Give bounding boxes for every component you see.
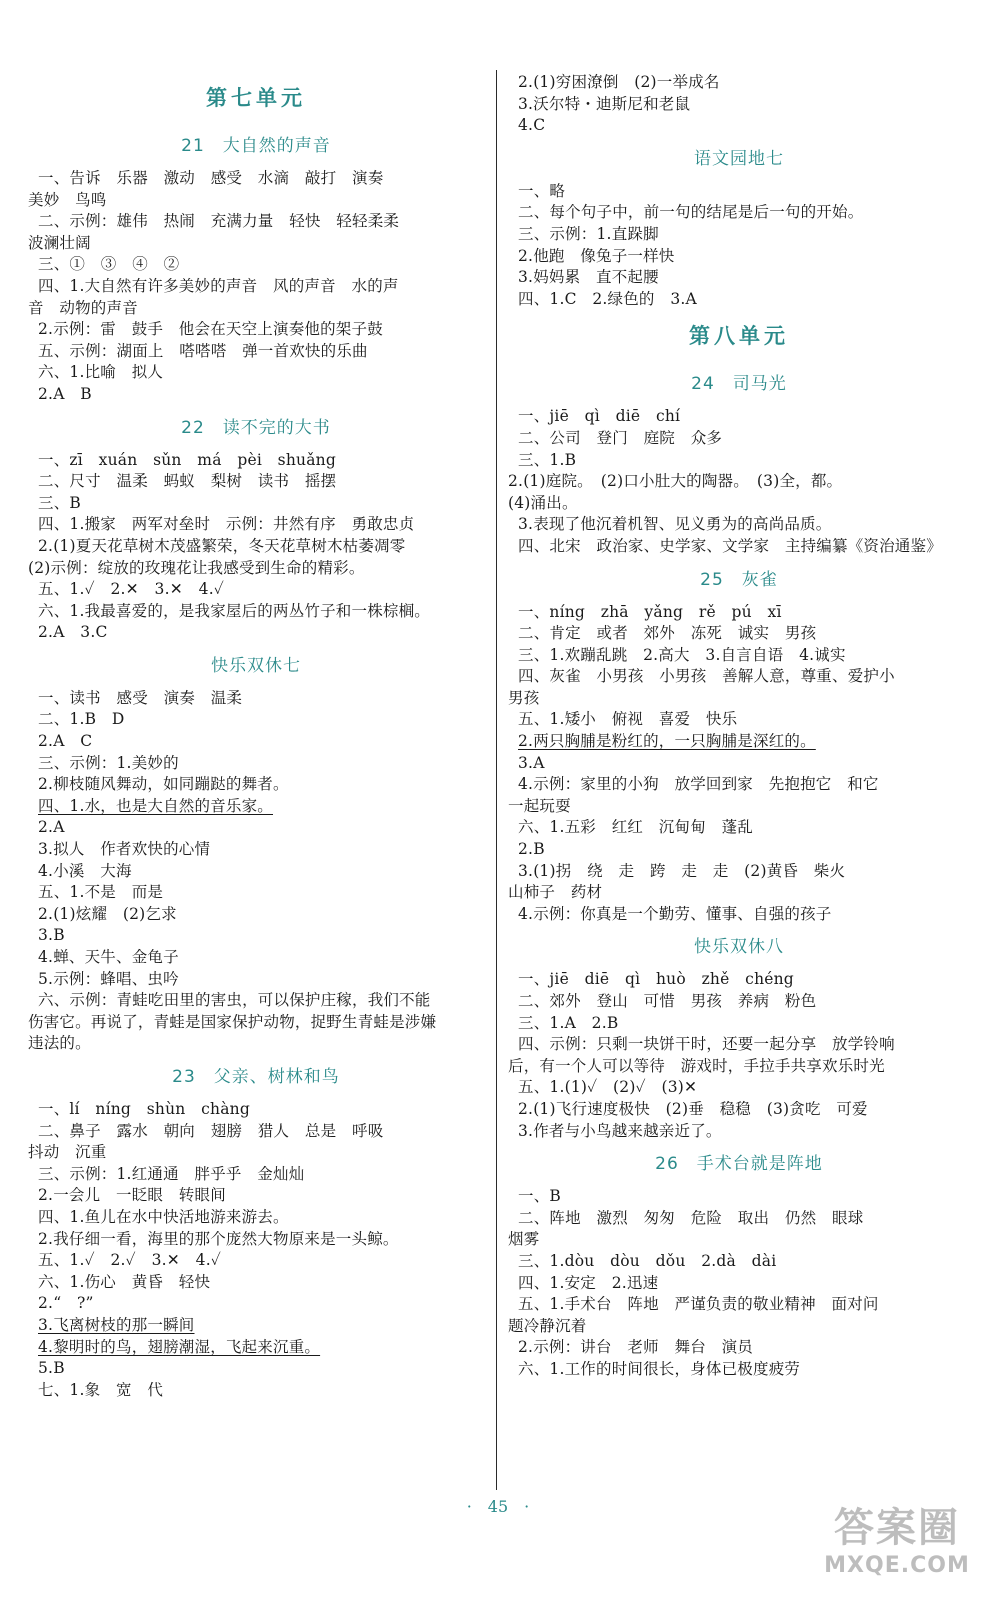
answer-line: 五、1.(1)✓ (2)✓ (3)✕ (518, 1078, 698, 1097)
answer-line: 2.(1)夏天花草树木茂盛繁荣，冬天花草树木枯萎凋零 (38, 536, 406, 555)
continued-answers (508, 72, 970, 137)
answer-line: 4.示例：家里的小狗 放学回到家 先抱抱它 和它 (518, 775, 879, 794)
answer-line: 4.C (518, 116, 546, 135)
answer-line: 一、告诉 乐器 激动 感受 水滴 敲打 演奏 (38, 169, 384, 187)
answer-line: 4.黎明时的鸟，翅膀潮湿，飞起来沉重。 (38, 1337, 321, 1356)
chinese-garden-7-answers (508, 181, 970, 311)
lesson-22-title: 22 读不完的大书 (181, 417, 331, 438)
column-divider (496, 70, 497, 1490)
answer-line: 六、示例：青蛙吃田里的害虫，可以保护庄稼，我们不能 (38, 991, 431, 1010)
answer-line: 二、1.B D (38, 710, 125, 729)
answer-line: 5.示例：蜂唱、虫吟 (38, 969, 179, 988)
answer-line: 伤害它。再说了，青蛙是国家保护动物，捉野生青蛙是涉嫌 (28, 1012, 437, 1031)
answer-line: 2.(1)飞行速度极快 (2)垂 稳稳 (3)贪吃 可爱 (518, 1099, 868, 1118)
unit-title-8: 第八单元 (689, 323, 789, 349)
answer-line: 3.拟人 作者欢快的心情 (38, 840, 211, 859)
answer-line: 3.B (38, 926, 65, 945)
answer-line: 2.示例：讲台 老师 舞台 演员 (518, 1338, 753, 1357)
answer-line: 四、1.大自然有许多美妙的声音 风的声音 水的声 (38, 276, 399, 295)
answer-line: 五、1.不是 而是 (38, 883, 164, 902)
answer-line: 一、jiē diē qì huò zhě chéng (518, 970, 794, 989)
unit-title-7: 第七单元 (206, 85, 306, 110)
answer-line: 二、郊外 登山 可惜 男孩 养病 粉色 (518, 992, 817, 1010)
happy-weekend-8-title: 快乐双休八 (694, 937, 784, 958)
answer-line: (4)涌出。 (508, 493, 578, 512)
answer-line: 5.B (38, 1359, 65, 1378)
answer-line: 3.作者与小鸟越来越亲近了。 (518, 1121, 722, 1140)
site-watermark (812, 1504, 982, 1594)
answer-line: 四、示例：只剩一块饼干时，还要一起分享 放学铃响 (518, 1035, 895, 1054)
answer-line: 二、鼻子 露水 朝向 翅膀 猎人 总是 呼吸 (38, 1121, 384, 1140)
answer-line: 3.A (518, 753, 545, 772)
answer-line: 3.沃尔特・迪斯尼和老鼠 (518, 94, 691, 113)
answer-line: 一、略 (518, 181, 566, 200)
lesson-21-answers (28, 168, 484, 406)
answer-line: 4.小溪 大海 (38, 861, 132, 880)
answer-line: 2.两只胸脯是粉红的，一只胸脯是深红的。 (518, 732, 816, 751)
answer-line: 2.A C (38, 732, 93, 751)
lesson-25-title: 25 灰雀 (700, 569, 778, 590)
answer-line: 四、北宋 政治家、史学家、文学家 主持编纂《资治通鉴》 (518, 536, 942, 555)
answer-line: 六、1.比喻 拟人 (38, 363, 164, 382)
answer-line: 2.我仔细一看，海里的那个庞然大物原来是一头鲸。 (38, 1229, 399, 1248)
watermark-url: MXQE.COM (824, 1553, 970, 1578)
answer-line: 2.(1)庭院。 (2)口小肚大的陶器。 (3)全，都。 (508, 472, 843, 491)
answer-line: 一、lí níng shùn chàng (38, 1099, 250, 1118)
answer-line: 四、1.水，也是大自然的音乐家。 (38, 796, 273, 815)
answer-line: 三、① ③ ④ ② (38, 255, 180, 274)
answer-line: 烟雾 (508, 1230, 540, 1249)
answer-line: 三、示例：1.美妙的 (38, 753, 179, 772)
answer-line: 3.(1)拐 绕 走 跨 走 走 (2)黄昏 柴火 (518, 861, 846, 880)
answer-line: 2.柳枝随风舞动，如同蹦跶的舞者。 (38, 775, 289, 794)
lesson-23-title: 23 父亲、树林和鸟 (172, 1066, 340, 1087)
lesson-26-answers (508, 1186, 970, 1380)
answer-line: 三、1.A 2.B (518, 1013, 619, 1032)
answer-line: (2)示例：绽放的玫瑰花让我感受到生命的精彩。 (28, 558, 365, 577)
answer-line: 五、示例：湖面上 嗒嗒嗒 弹一首欢快的乐曲 (38, 341, 368, 360)
answer-line: 美妙 鸟鸣 (28, 190, 107, 209)
answer-line: 二、阵地 激烈 匆匆 危险 取出 仍然 眼球 (518, 1208, 864, 1227)
answer-line: 六、1.五彩 红红 沉甸甸 蓬乱 (518, 818, 753, 837)
answer-line: 2.(1)炫耀 (2)乞求 (38, 904, 177, 923)
answer-line: 一、B (518, 1187, 561, 1206)
lesson-24-answers (508, 406, 970, 557)
answer-line: 三、1.欢蹦乱跳 2.高大 3.自言自语 4.诚实 (518, 645, 846, 664)
answer-line: 2.他跑 像兔子一样快 (518, 246, 675, 265)
answer-line: 三、1.B (518, 450, 577, 469)
answer-line: 六、1.伤心 黄昏 轻快 (38, 1272, 211, 1291)
answer-line: 五、1.✓ 2.✓ 3.✕ 4.✓ (38, 1251, 222, 1270)
page-number: · 45 · (466, 1497, 530, 1516)
answer-line: 4.示例：你真是一个勤劳、懂事、自强的孩子 (518, 904, 832, 923)
answer-line: 2.B (518, 840, 545, 859)
answer-line: 二、公司 登门 庭院 众多 (518, 428, 723, 447)
answer-line: 波澜壮阔 (28, 233, 91, 252)
happy-weekend-7-answers (28, 688, 484, 1055)
answer-line: 二、示例：雄伟 热闹 充满力量 轻快 轻轻柔柔 (38, 212, 400, 231)
answer-line: 四、1.鱼儿在水中快活地游来游去。 (38, 1207, 289, 1226)
answer-line: 音 动物的声音 (28, 298, 138, 317)
answer-line: 四、1.安定 2.迅速 (518, 1273, 659, 1292)
answer-line: 四、1.搬家 两军对垒时 示例：井然有序 勇敢忠贞 (38, 515, 415, 534)
answer-line: 一、jiē qì diē chí (518, 407, 681, 426)
answer-line: 六、1.工作的时间很长，身体已极度疲劳 (518, 1359, 801, 1378)
answer-line: 三、1.dòu dòu dǒu 2.dà dài (518, 1251, 777, 1270)
answer-line: 抖动 沉重 (28, 1143, 107, 1162)
answer-line: 2.“ ?” (38, 1294, 94, 1313)
answer-line: 三、B (38, 493, 81, 512)
answer-line: 2.A 3.C (38, 623, 108, 642)
answer-line: 四、灰雀 小男孩 小男孩 善解人意，尊重、爱护小 (518, 667, 895, 686)
answer-line: 三、示例：1.直跺脚 (518, 224, 659, 243)
answer-line: 五、1.✓ 2.✕ 3.✕ 4.✓ (38, 580, 225, 599)
answer-line: 4.蝉、天牛、金龟子 (38, 948, 179, 966)
answer-line: 一、níng zhā yǎng rě pú xī (518, 602, 782, 621)
answer-line: 3.飞离树枝的那一瞬间 (38, 1315, 195, 1334)
lesson-22-answers (28, 450, 484, 644)
lesson-23-answers (28, 1099, 484, 1401)
answer-line: 二、尺寸 温柔 蚂蚁 梨树 读书 摇摆 (38, 472, 337, 491)
answer-line: 3.表现了他沉着机智、见义勇为的高尚品质。 (518, 515, 832, 534)
answer-line: 一起玩耍 (508, 796, 571, 815)
answer-line: 后，有一个人可以等待 游戏时，手拉手共享欢乐时光 (508, 1056, 885, 1075)
left-column (28, 72, 484, 1401)
answer-line: 一、读书 感受 演奏 温柔 (38, 688, 243, 707)
answer-line: 二、肯定 或者 郊外 冻死 诚实 男孩 (518, 624, 817, 643)
answer-line: 男孩 (508, 688, 540, 707)
answer-line: 五、1.矮小 俯视 喜爱 快乐 (518, 710, 738, 729)
answer-line: 2.一会儿 一眨眼 转眼间 (38, 1186, 226, 1205)
answer-line: 一、zī xuán sǔn má pèi shuǎng (38, 450, 336, 469)
answer-line: 三、示例：1.红通通 胖乎乎 金灿灿 (38, 1164, 305, 1183)
lesson-25-answers (508, 602, 970, 926)
chinese-garden-7-title: 语文园地七 (694, 148, 784, 169)
answer-line: 山柿子 药材 (508, 883, 603, 902)
answer-line: 二、每个句子中，前一句的结尾是后一句的开始。 (518, 203, 864, 222)
answer-line: 七、1.象 宽 代 (38, 1380, 164, 1399)
answer-line: 2.A (38, 818, 65, 837)
happy-weekend-7-title: 快乐双休七 (211, 655, 301, 676)
answer-line: 2.示例：雷 鼓手 他会在天空上演奏他的架子鼓 (38, 320, 383, 339)
lesson-26-title: 26 手术台就是阵地 (655, 1154, 823, 1175)
watermark-logo-text: 答案圈 (834, 1505, 960, 1551)
answer-line: 五、1.手术台 阵地 严谨负责的敬业精神 面对问 (518, 1295, 879, 1314)
answer-line: 四、1.C 2.绿色的 3.A (518, 289, 697, 308)
right-column (508, 72, 970, 1381)
answer-line: 违法的。 (28, 1034, 91, 1053)
answer-line: 题冷静沉着 (508, 1316, 587, 1335)
lesson-24-title: 24 司马光 (691, 374, 787, 395)
answer-line: 3.妈妈累 直不起腰 (518, 268, 659, 287)
lesson-21-title: 21 大自然的声音 (181, 136, 331, 156)
happy-weekend-8-answers (508, 969, 970, 1142)
answer-line: 六、1.我最喜爱的，是我家屋后的两丛竹子和一株棕榈。 (38, 601, 430, 620)
answer-line: 2.A B (38, 384, 92, 403)
answer-line: 2.(1)穷困潦倒 (2)一举成名 (518, 73, 720, 91)
